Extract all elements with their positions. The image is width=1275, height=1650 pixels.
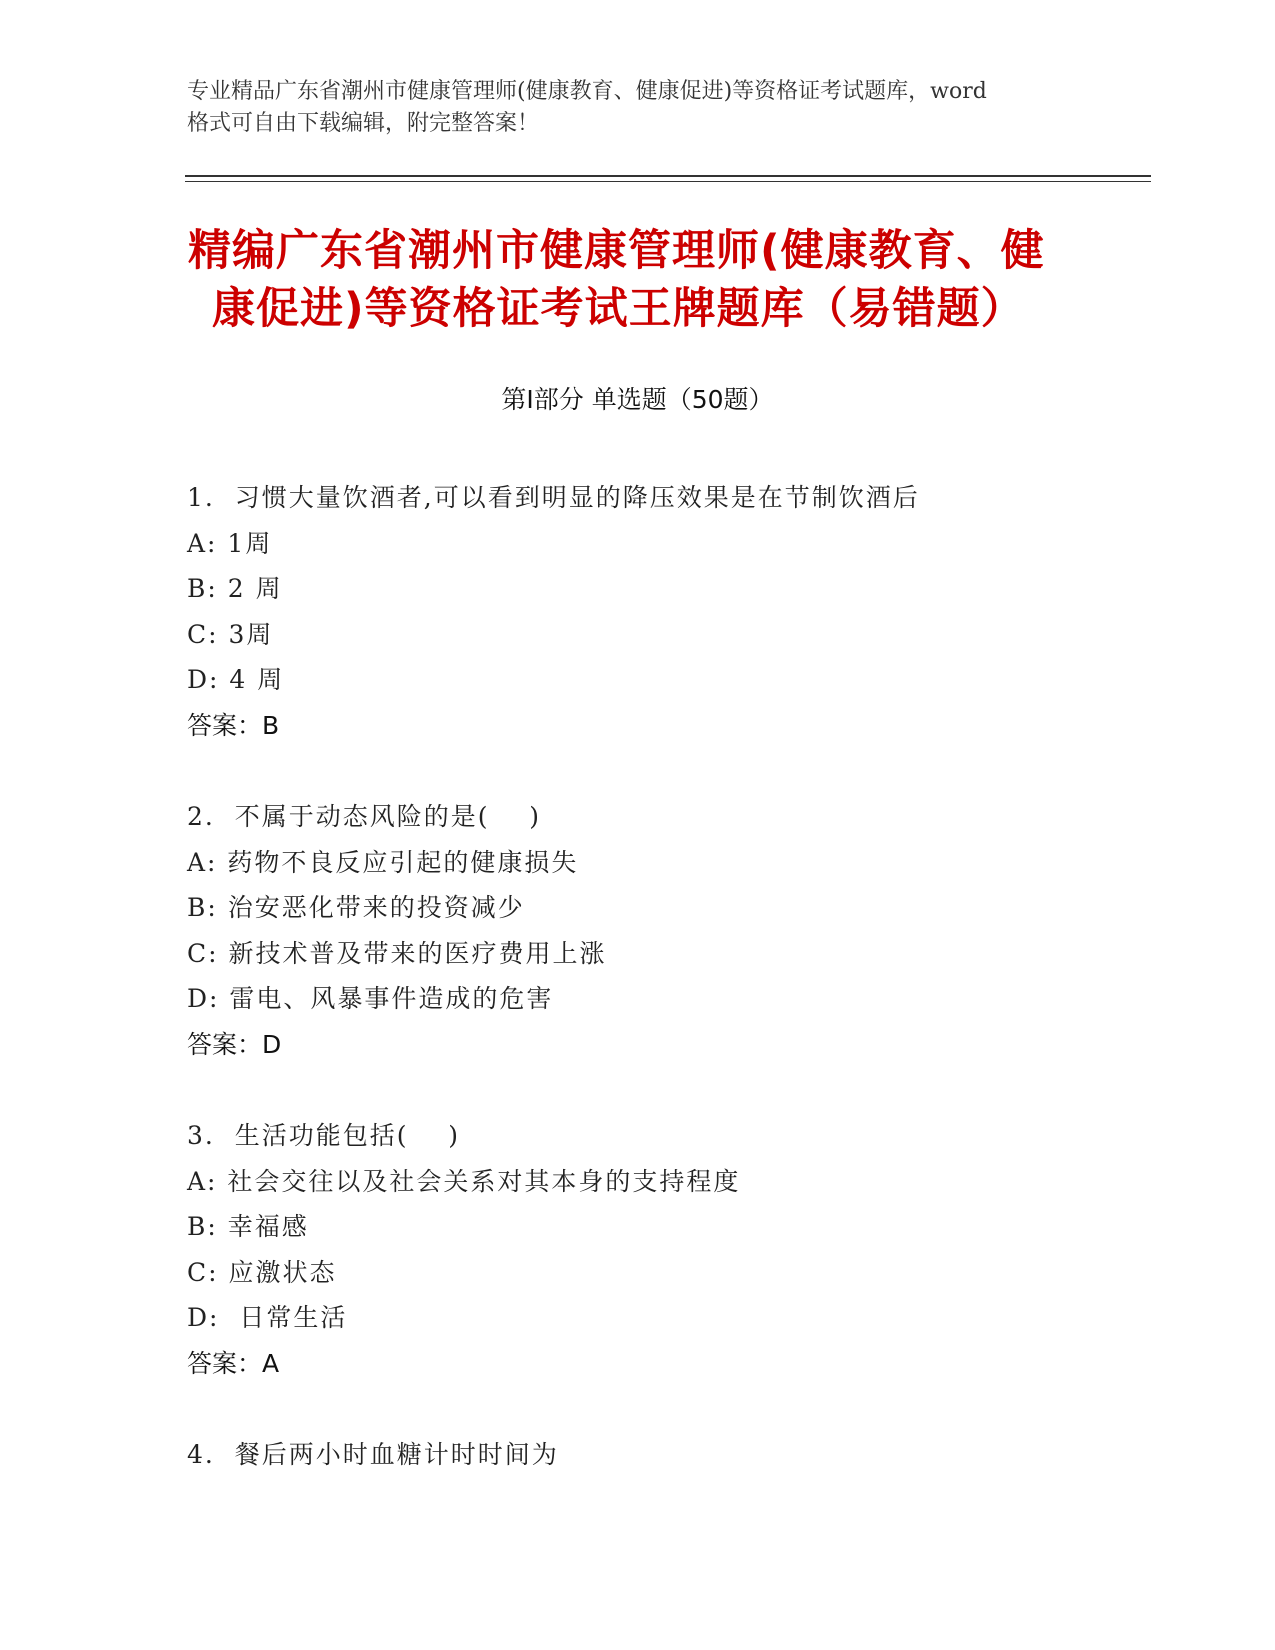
question-stem: 4. 餐后两小时血糖计时时间为	[187, 1440, 559, 1469]
document-title-line-1: 精编广东省潮州市健康管理师(健康教育、健	[188, 226, 1045, 276]
question-item	[187, 1113, 1147, 1386]
page-header	[187, 76, 1087, 140]
header-divider-thick	[185, 175, 1151, 177]
option-a: A: 1周	[187, 528, 273, 558]
option-d: D: 雷电、风暴事件造成的危害	[187, 984, 554, 1013]
option-d: D: 4 周	[187, 665, 285, 694]
option-b: B: 幸福感	[187, 1212, 309, 1241]
option-a: A: 社会交往以及社会关系对其本身的支持程度	[187, 1166, 741, 1196]
question-stem: 1. 习惯大量饮酒者,可以看到明显的降压效果是在节制饮酒后	[187, 483, 920, 512]
answer-line: 答案：D	[187, 1029, 282, 1059]
question-stem: 2. 不属于动态风险的是( )	[187, 802, 542, 831]
option-b: B: 治安恶化带来的投资减少	[187, 893, 525, 922]
question-item	[187, 794, 1147, 1067]
option-c: C: 应激状态	[187, 1257, 337, 1287]
question-item	[187, 1432, 1147, 1478]
option-d: D: 日常生活	[187, 1303, 348, 1332]
document-title-line-2: 康促进)等资格证考试王牌题库（易错题）	[212, 284, 1025, 334]
option-c: C: 新技术普及带来的医疗费用上涨	[187, 938, 607, 968]
question-stem: 3. 生活功能包括( )	[187, 1121, 461, 1150]
question-list	[187, 475, 1147, 1524]
question-item	[187, 475, 1147, 748]
option-c: C: 3周	[187, 619, 274, 649]
option-b: B: 2 周	[187, 574, 283, 603]
answer-line: 答案：A	[187, 1348, 280, 1378]
header-divider-thin	[185, 181, 1151, 182]
option-a: A: 药物不良反应引起的健康损失	[187, 847, 579, 877]
answer-line: 答案：B	[187, 710, 280, 740]
document-title	[188, 222, 1088, 338]
section-heading: 第Ⅰ部分 单选题（50题）	[501, 385, 774, 414]
header-line-2: 格式可自由下载编辑，附完整答案！	[187, 111, 540, 136]
header-line-1: 专业精品广东省潮州市健康管理师(健康教育、健康促进)等资格证考试题库，word	[187, 79, 987, 104]
